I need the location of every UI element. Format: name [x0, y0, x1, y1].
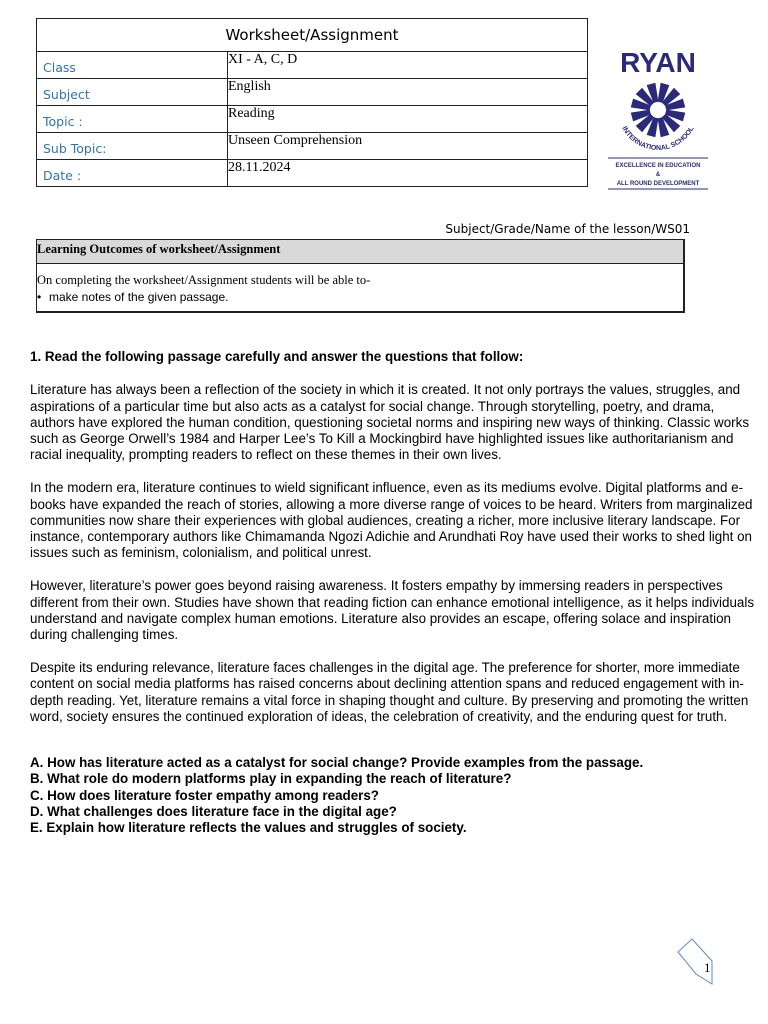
question-heading: 1. Read the following passage carefully and answer the questions that follow: — [30, 349, 524, 364]
logo-tagline: & — [655, 172, 661, 178]
logo-ring-text: INTERNATIONAL SCHOOL — [620, 125, 696, 153]
subject-value: English — [228, 79, 588, 106]
school-logo — [604, 44, 712, 194]
bullet-icon: • — [37, 290, 42, 304]
topic-value: Reading — [228, 106, 588, 133]
passage-paragraph: Literature has always been a reflection of the society in which it is created. It not only portrays the values, struggles, and aspirations of a particular time but also acts as a catalyst for social change. Through storytelling, poetry, and drama, authors have explored the human condition, questioning societal norms and inspiring new ways of thinking. Classic works such as George Orwell’s 1984 and Harper Lee’s To Kill a Mockingbird have highlighted issues like authoritarianism and racial inequality, prompting readers to reflect on these themes in their own lives. — [30, 382, 750, 463]
learning-outcomes-intro: On completing the worksheet/Assignment students will be able to- — [37, 273, 371, 287]
learning-outcome-text: make notes of the given passage. — [49, 290, 229, 304]
subject-label: Subject — [37, 79, 228, 106]
class-value: XI - A, C, D — [228, 52, 588, 79]
learning-outcomes-box — [36, 239, 685, 313]
learning-outcomes-heading: Learning Outcomes of worksheet/Assignment — [37, 240, 683, 264]
passage-paragraph: However, literature’s power goes beyond raising awareness. It fosters empathy by immersing readers in perspectives different from their own. Studies have shown that reading fiction can enhance emotional intelligence, as it helps individuals understand and navigate complex human emotions. Literature also provides an escape, offering solace and inspiration during challenging times. — [30, 578, 755, 643]
passage-paragraph: In the modern era, literature continues to wield significant influence, even as its mediums evolve. Digital platforms and e-books have expanded the reach of stories, allowing a more diverse range of voices to be heard. Writers from marginalized communities now share their experiences with global audiences, creating a richer, more inclusive literary landscape. For instance, contemporary authors like Chimamanda Ngozi Adichie and Arundhati Roy have used their works to shed light on issues such as feminism, colonialism, and political unrest. — [30, 480, 753, 561]
lesson-reference: Subject/Grade/Name of the lesson/WS01 — [445, 222, 690, 236]
table-row — [37, 52, 588, 79]
passage-paragraph: Despite its enduring relevance, literature faces challenges in the digital age. The preference for shorter, more immediate content on social media platforms has raised concerns about declining attention spans and reduced engagement with in-depth reading. Yet, literature remains a vital force in shaping thought and culture. By preserving and promoting the written word, society ensures the continued exploration of ideas, the celebration of creativity, and the enduring quest for truth. — [30, 659, 749, 724]
table-row — [37, 133, 588, 160]
question-item: C. How does literature foster empathy among readers? — [30, 787, 379, 803]
subtopic-value: Unseen Comprehension — [228, 133, 588, 160]
worksheet-title: Worksheet/Assignment — [37, 19, 588, 52]
question-item: B. What role do modern platforms play in expanding the reach of literature? — [30, 771, 512, 787]
passage-section — [30, 349, 762, 837]
question-item: E. Explain how literature reflects the values and struggles of society. — [30, 820, 467, 836]
table-row — [37, 79, 588, 106]
subtopic-label: Sub Topic: — [37, 133, 228, 160]
logo-tagline: ALL ROUND DEVELOPMENT — [616, 181, 700, 187]
page-number-badge — [676, 938, 736, 988]
question-item: A. How has literature acted as a catalyst for social change? Provide examples from the passage. — [30, 755, 644, 771]
questions-list — [30, 755, 762, 836]
class-label: Class — [37, 52, 228, 79]
header-table — [36, 18, 588, 187]
date-value: 28.11.2024 — [228, 160, 588, 187]
page-number: 1 — [704, 960, 711, 975]
learning-outcome-bullet — [37, 290, 683, 305]
logo-tagline: EXCELLENCE IN EDUCATION — [615, 163, 701, 169]
date-label: Date : — [37, 160, 228, 187]
topic-label: Topic : — [37, 106, 228, 133]
table-row — [37, 160, 588, 187]
logo-name: RYAN — [620, 47, 696, 78]
table-row — [37, 106, 588, 133]
question-item: D. What challenges does literature face in the digital age? — [30, 804, 397, 820]
